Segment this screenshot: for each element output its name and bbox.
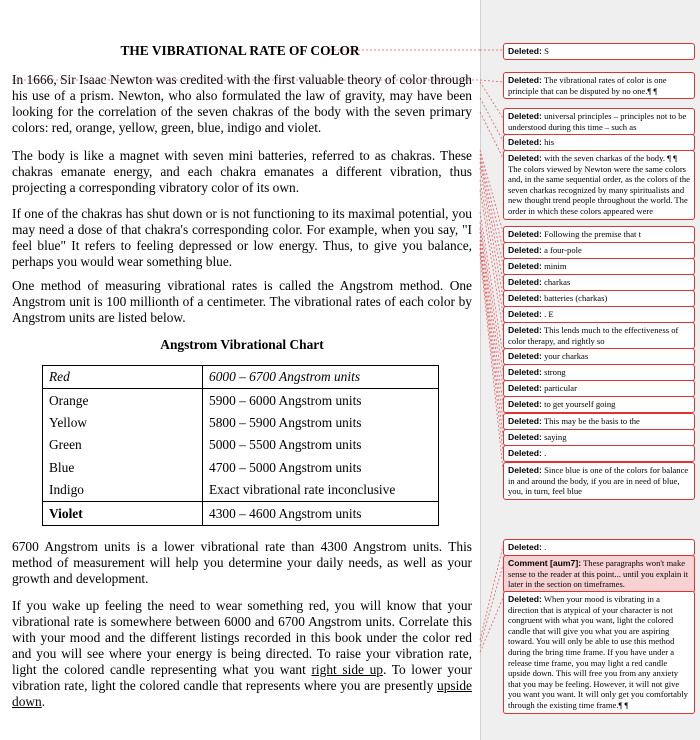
deleted-balloon[interactable]	[503, 429, 695, 446]
deleted-label: Deleted:	[508, 229, 542, 239]
comment-balloon[interactable]	[503, 555, 695, 593]
deleted-balloon[interactable]	[503, 591, 695, 714]
deleted-label: Deleted:	[508, 448, 542, 458]
deleted-label: Deleted:	[508, 153, 542, 163]
deleted-label: Deleted:	[508, 111, 542, 121]
deleted-balloon[interactable]	[503, 150, 695, 220]
comment-label: Comment [aum7]:	[508, 558, 582, 568]
deleted-balloon[interactable]	[503, 322, 695, 349]
table-cell-color[interactable]: Orange	[43, 389, 203, 412]
deleted-balloon[interactable]	[503, 413, 695, 430]
deleted-balloon[interactable]	[503, 290, 695, 307]
deleted-balloon[interactable]	[503, 274, 695, 291]
table-cell-color[interactable]: Green	[43, 434, 203, 456]
deleted-balloon[interactable]	[503, 134, 695, 151]
table-cell-range[interactable]: 5800 – 5900 Angstrom units	[209, 414, 362, 430]
table-cell-color[interactable]: Yellow	[43, 412, 203, 434]
paragraph-angstrom-method[interactable]: One method of measuring vibrational rates is called the Angstrom method. One Angstrom unit is 100 millionth of a centimeter. The vibrational rates of each color by Angstrom units are listed below.	[12, 278, 472, 325]
deleted-balloon[interactable]	[503, 539, 695, 556]
paragraph-lower-rate[interactable]: 6700 Angstrom units is a lower vibrational rate than 4300 Angstrom units. This method of measurement will help you determine your daily needs, as well as your growth and development.	[12, 539, 472, 586]
paragraph-body-magnet[interactable]: The body is like a magnet with seven mini batteries, referred to as chakras. These chakras emanate energy, and each chakra emanates a different vibration, thus projecting a corresponding vibratory color of its own.	[12, 148, 472, 195]
deleted-label: Deleted:	[508, 399, 542, 409]
paragraph-text: . To lower your vibration rate, light the colored candle that represents where you are presently	[12, 662, 472, 693]
paragraph-text: If you wake up feeling the need to wear something red, you will know that your vibrational rate is somewhere between 6000 and 6700 Angstrom units. Correlate this with your mood and the different listings recorded in this book under the color red and you will see where your energy is being directed. To raise your vibration rate, light the colored candle representing what you want	[12, 598, 472, 677]
deleted-label: Deleted:	[508, 309, 542, 319]
paragraph-text: .	[41, 694, 46, 709]
deleted-balloon[interactable]	[503, 396, 695, 413]
table-cell-range[interactable]: 4700 – 5000 Angstrom units	[209, 459, 362, 475]
balloon-text: This lends much to the effectiveness of color therapy, and rightly so	[508, 325, 679, 346]
table-cell-range[interactable]: 6000 – 6700 Angstrom units	[203, 366, 439, 389]
deleted-label: Deleted:	[508, 75, 542, 85]
deleted-balloon[interactable]	[503, 445, 695, 462]
paragraph-chakras-shut-down[interactable]: If one of the chakras has shut down or is not functioning to its maximal potential, you may need a dose of that chakra's corresponding color. For example, when you say, "I feel blue" It refers to feeling depressed or low energy. Thus, to give you balance, perhaps you would wear something blue.	[12, 206, 472, 269]
balloon-text: .	[544, 448, 547, 458]
deleted-label: Deleted:	[508, 245, 542, 255]
table-cell-color[interactable]: Violet	[43, 502, 203, 525]
balloon-text: Following the premise that t	[544, 229, 641, 239]
deleted-label: Deleted:	[508, 137, 542, 147]
balloon-text: strong	[544, 367, 566, 377]
deleted-balloon[interactable]	[503, 364, 695, 381]
deleted-balloon[interactable]	[503, 348, 695, 365]
deleted-label: Deleted:	[508, 416, 542, 426]
deleted-balloon[interactable]	[503, 258, 695, 275]
balloon-text: This may be the basis to the	[543, 416, 640, 426]
balloon-text: with the seven charkas of the body. ¶ ¶ The colors viewed by Newton were the same colors and, in the same sequential order, as the colors of the seven charkas recognized by many spiritualists and new thought trend people throughout the world. The order in which these colors appeared were	[508, 153, 690, 216]
table-cell-color[interactable]: Red	[43, 366, 203, 389]
deleted-balloon[interactable]	[503, 43, 695, 60]
deleted-label: Deleted:	[508, 293, 542, 303]
balloon-text: .	[544, 542, 547, 552]
balloon-text: a four-pole	[544, 245, 582, 255]
table-cell-range[interactable]: Exact vibrational rate inconclusive	[209, 482, 396, 498]
deleted-label: Deleted:	[508, 383, 542, 393]
deleted-balloon[interactable]	[503, 108, 695, 135]
deleted-balloon[interactable]	[503, 72, 695, 99]
table-cell-range[interactable]: 5000 – 5500 Angstrom units	[209, 437, 362, 453]
deleted-label: Deleted:	[508, 594, 542, 604]
balloon-text: When your mood is vibrating in a direction that is atypical of your character is not congruent with what you want, light the colored candle that will give you what you are aspiring toward. You will only be able to use this method during the bring time frame. If you have under a release time frame, you may light a red candle upside down. This will free you from any anxiety that you may be feeling. However, it will not give you want you want. It will only get you comfortably through the existing time frame.¶ ¶	[508, 594, 688, 710]
document-title: THE VIBRATIONAL RATE OF COLOR	[120, 43, 360, 58]
deleted-balloon[interactable]	[503, 462, 695, 500]
balloon-text: . E	[544, 309, 554, 319]
deleted-label: Deleted:	[508, 432, 542, 442]
balloon-text: batteries (charkas)	[544, 293, 608, 303]
deleted-balloon[interactable]	[503, 242, 695, 259]
deleted-label: Deleted:	[508, 46, 542, 56]
deleted-label: Deleted:	[508, 465, 542, 475]
balloon-text: to get yourself going	[544, 399, 616, 409]
table-cell-range[interactable]: 5900 – 6000 Angstrom units	[209, 392, 362, 408]
deleted-balloon[interactable]	[503, 226, 695, 243]
balloon-text: Since blue is one of the colors for balance in and around the body, if you are in need of blue, you, in turn, feel blue	[508, 465, 689, 497]
balloon-text: minim	[544, 261, 567, 271]
deleted-label: Deleted:	[508, 277, 542, 287]
balloon-text: These paragraphs won't make sense to the reader at this point... until you explain it later in the section on timeframes.	[508, 558, 689, 590]
deleted-label: Deleted:	[508, 367, 542, 377]
balloon-text: saying	[544, 432, 567, 442]
chart-title: Angstrom Vibrational Chart	[160, 337, 324, 352]
table-cell-range[interactable]: 4300 – 4600 Angstrom units	[203, 502, 439, 525]
balloon-text: universal principles – principles not to be understood during this time – such as	[508, 111, 687, 132]
table-cell-color[interactable]: Indigo	[43, 479, 203, 502]
underlined-text: upside down	[12, 678, 472, 709]
deleted-label: Deleted:	[508, 325, 542, 335]
table-cell-color[interactable]: Blue	[43, 457, 203, 479]
balloon-text: S	[544, 46, 549, 56]
deleted-label: Deleted:	[508, 261, 542, 271]
balloon-text: particular	[544, 383, 577, 393]
balloon-text: his	[544, 137, 555, 147]
deleted-balloon[interactable]	[503, 380, 695, 397]
balloon-text: charkas	[544, 277, 571, 287]
underlined-text: right side up	[311, 662, 383, 677]
balloon-text: The vibrational rates of color is one principle that can be disputed by no one.¶ ¶	[508, 75, 667, 96]
deleted-label: Deleted:	[508, 351, 542, 361]
deleted-balloon[interactable]	[503, 306, 695, 323]
deleted-label: Deleted:	[508, 542, 542, 552]
balloon-text: your charkas	[544, 351, 589, 361]
paragraph-newton[interactable]: In 1666, Sir Isaac Newton was credited with the first valuable theory of color through his use of a prism. Newton, who also formulated the law of gravity, may have been looking for the correlation of the seven chakras of the body with the seven primary colors: red, orange, yellow, green, blue, indigo and violet.	[12, 72, 472, 135]
